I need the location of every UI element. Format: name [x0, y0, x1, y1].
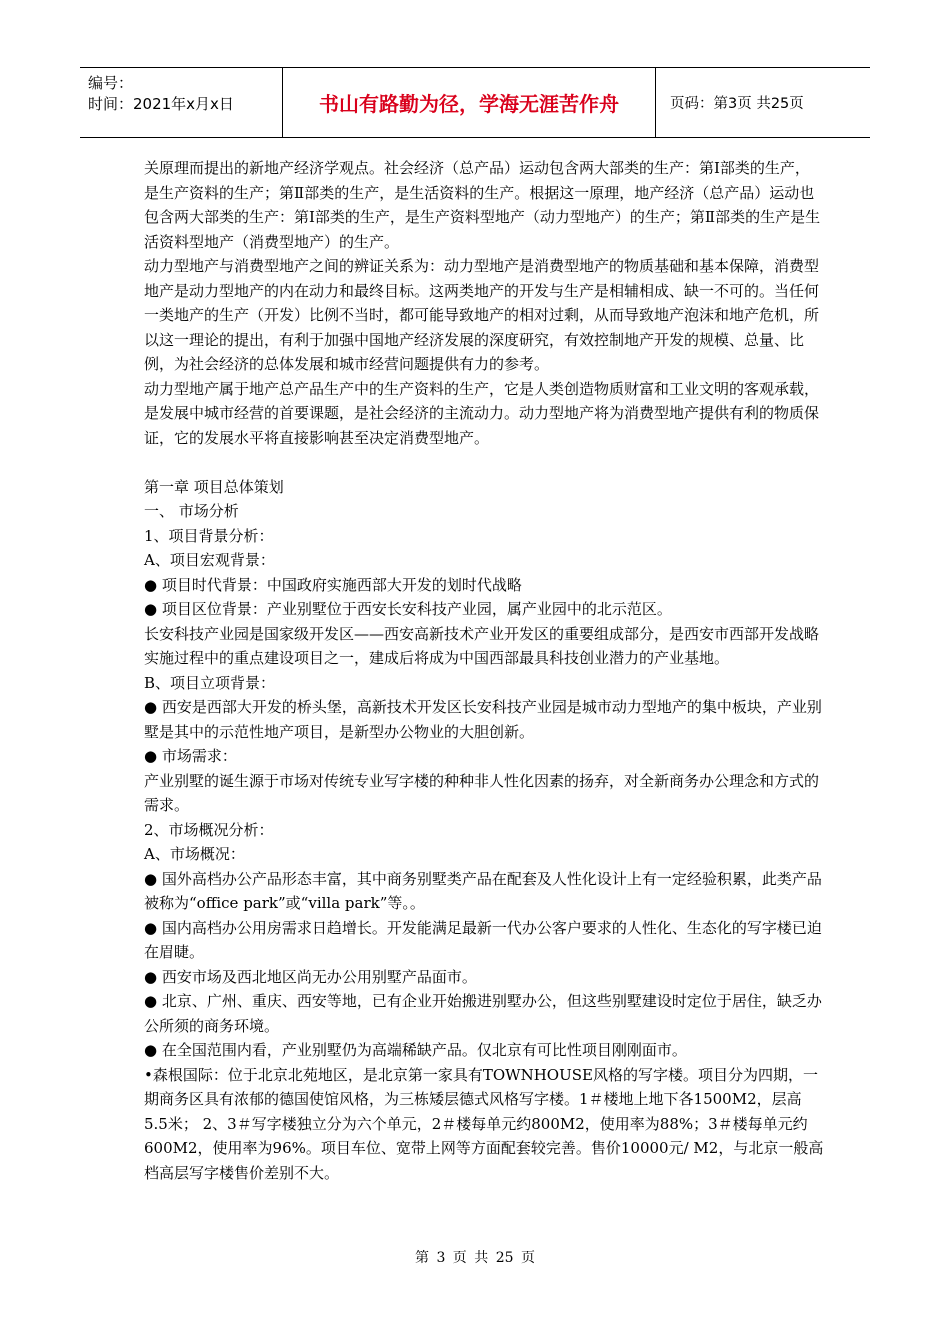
document-body [144, 156, 824, 1185]
bullet-item: ● 市场需求： [144, 747, 237, 765]
page-footer: 第 3 页 共 25 页 [415, 1250, 535, 1266]
chapter-heading: 第一章 项目总体策划 [144, 477, 284, 496]
bullet-item: ● 项目区位背景：产业别墅位于西安长安科技产业园，属产业园中的北示范区。 [144, 600, 672, 618]
bullet-item: ● 西安市场及西北地区尚无办公用别墅产品面市。 [144, 967, 477, 986]
number-label: 编号： [88, 74, 134, 92]
paragraph: 关原理而提出的新地产经济学观点。社会经济（总产品）运动包含两大部类的生产：第Ⅰ部类的生产，是生产资料的生产；第Ⅱ部类的生产，是生活资料的生产。根据这一原理，地产经济（总产品）运动也包含两大部类的生产：第Ⅰ部类的生产，是生产资料型地产（动力型地产）的生产；第Ⅱ部类的生产是生活资料型地产（消费型地产）的生产。 [144, 159, 821, 251]
section-heading: 一、 市场分析 [144, 502, 239, 520]
bullet-item: ● 北京、广州、重庆、西安等地，已有企业开始搬进别墅办公，但这些别墅建设时定位于居住，缺乏办公所须的商务环境。 [144, 992, 822, 1035]
date-line: 时间：2021年x月x日 [88, 95, 234, 113]
header-motto: 书山有路勤为径，学海无涯苦作舟 [283, 68, 656, 137]
blank-line [144, 450, 824, 475]
paragraph: 动力型地产属于地产总产品生产中的生产资料的生产，它是人类创造物质财富和工业文明的客观承载，是发展中城市经营的首要课题，是社会经济的主流动力。动力型地产将为消费型地产提供有利的物质保证，它的发展水平将直接影响甚至决定消费型地产。 [144, 379, 820, 447]
subsection-heading: 2、市场概况分析： [144, 820, 274, 839]
bullet-item: ● 项目时代背景：中国政府实施西部大开发的划时代战略 [144, 575, 522, 594]
paragraph: 产业别墅的诞生源于市场对传统专业写字楼的种种非人性化因素的扬弃，对全新商务办公理念和方式的需求。 [144, 771, 820, 814]
bullet-item: •森根国际：位于北京北苑地区，是北京第一家具有TOWNHOUSE风格的写字楼。项目分为四期，一期商务区具有浓郁的德国使馆风格，为三栋矮层德式风格写字楼。1＃楼地上地下各1500M2，层高5.5米； 2、3＃写字楼独立分为六个单元，2＃楼每单元约800M2，使用率为88%；3＃楼每单元约600M2，使用率为96%。项目车位、宽带上网等方面配套较完善。售价10000元/ M2，与北京一般高档高层写字楼售价差别不大。 [144, 1065, 824, 1182]
bullet-item: ● 在全国范围内看，产业别墅仍为高端稀缺产品。仅北京有可比性项目刚刚面市。 [144, 1041, 687, 1059]
bullet-item: ● 国外高档办公产品形态丰富，其中商务别墅类产品在配套及人性化设计上有一定经验积累，此类产品被称为“office park”或“villa park”等。。 [144, 869, 822, 912]
bullet-item: ● 国内高档办公用房需求日趋增长。开发能满足最新一代办公客户要求的人性化、生态化的写字楼已迫在眉睫。 [144, 918, 822, 961]
subsection-heading: B、项目立项背景： [144, 673, 276, 692]
subsection-heading: A、项目宏观背景： [144, 551, 275, 569]
subsection-heading: A、市场概况： [144, 845, 245, 863]
page-header [80, 67, 870, 138]
paragraph: 长安科技产业园是国家级开发区——西安高新技术产业开发区的重要组成部分，是西安市西部开发战略实施过程中的重点建设项目之一，建成后将成为中国西部最具科技创业潜力的产业基地。 [144, 624, 820, 667]
paragraph: 动力型地产与消费型地产之间的辨证关系为：动力型地产是消费型地产的物质基础和基本保障，消费型地产是动力型地产的内在动力和最终目标。这两类地产的开发与生产是相辅相成、缺一不可的。当任何一类地产的生产（开发）比例不当时，都可能导致地产的相对过剩，从而导致地产泡沫和地产危机，所以这一理论的提出，有利于加强中国地产经济发展的深度研究，有效控制地产开发的规模、总量、比例，为社会经济的总体发展和城市经营问题提供有力的参考。 [144, 257, 820, 373]
subsection-heading: 1、项目背景分析： [144, 526, 274, 545]
header-page-info: 页码：第3页 共25页 [670, 96, 804, 112]
header-meta [80, 68, 283, 137]
bullet-item: ● 西安是西部大开发的桥头堡，高新技术开发区长安科技产业园是城市动力型地产的集中板块，产业别墅是其中的示范性地产项目，是新型办公物业的大胆创新。 [144, 698, 822, 741]
